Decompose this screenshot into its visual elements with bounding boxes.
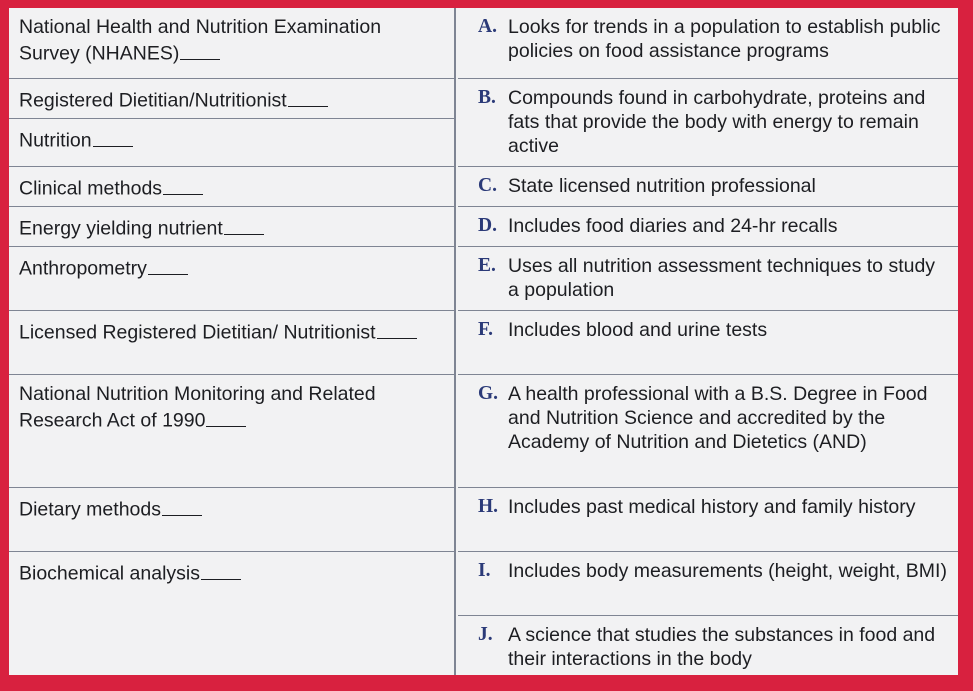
answer-blank[interactable] [377, 318, 417, 339]
answer-blank[interactable] [206, 406, 246, 427]
answer-blank[interactable] [163, 174, 203, 195]
definition-letter: H. [478, 496, 499, 517]
definition-text: Includes body measurements (height, weight, BMI) [508, 560, 947, 582]
definition-letter: I. [478, 560, 491, 581]
definition-text: A health professional with a B.S. Degree in Food and Nutrition Science and accredited by the Academy of Nutrition and Dietetics (AND) [508, 383, 928, 453]
term-label: Nutrition [19, 129, 92, 152]
definition-row [458, 552, 958, 616]
term-row [9, 375, 454, 488]
term-row [9, 119, 454, 167]
definition-text: State licensed nutrition professional [508, 175, 816, 197]
term-label: Clinical methods [19, 177, 163, 200]
term-row [9, 488, 454, 552]
term-label: National Nutrition Monitoring and Related Research Act of 1990 [19, 383, 376, 432]
definition-row [458, 311, 958, 375]
answer-blank[interactable] [148, 254, 188, 275]
definition-letter: B. [478, 87, 496, 108]
matching-table [9, 8, 958, 675]
answer-blank[interactable] [93, 126, 133, 147]
definition-letter: F. [478, 319, 493, 340]
definitions-column [458, 8, 958, 675]
definition-letter: J. [478, 624, 493, 645]
definition-text: Compounds found in carbohydrate, proteins and fats that provide the body with energy to remain active [508, 87, 926, 157]
term-label: Biochemical analysis [19, 562, 200, 585]
definition-row [458, 79, 958, 167]
definition-row [458, 616, 958, 675]
answer-blank[interactable] [162, 495, 202, 516]
term-row [9, 8, 454, 79]
definition-text: Looks for trends in a population to establish public policies on food assistance programs [508, 16, 941, 62]
term-label: Registered Dietitian/Nutritionist [19, 89, 287, 112]
terms-column [9, 8, 456, 675]
definition-row [458, 375, 958, 488]
answer-blank[interactable] [201, 559, 241, 580]
term-label: Dietary methods [19, 498, 161, 521]
term-row [9, 311, 454, 375]
definition-text: Uses all nutrition assessment techniques to study a population [508, 255, 936, 301]
definition-text: Includes past medical history and family history [508, 496, 916, 518]
definition-row [458, 207, 958, 247]
term-label: Energy yielding nutrient [19, 217, 223, 240]
term-row [9, 207, 454, 247]
answer-blank[interactable] [288, 86, 328, 107]
term-label: Anthropometry [19, 257, 147, 280]
definition-letter: G. [478, 383, 499, 404]
term-row [9, 167, 454, 207]
definition-text: A science that studies the substances in food and their interactions in the body [508, 624, 936, 670]
definition-row [458, 167, 958, 207]
definition-letter: A. [478, 16, 497, 37]
definition-letter: C. [478, 175, 497, 196]
definition-row [458, 8, 958, 79]
term-row [9, 552, 454, 675]
term-label: Licensed Registered Dietitian/ Nutritionist [19, 321, 376, 344]
definition-letter: D. [478, 215, 497, 236]
definition-text: Includes blood and urine tests [508, 319, 768, 341]
definition-text: Includes food diaries and 24-hr recalls [508, 215, 838, 237]
term-row [9, 79, 454, 119]
term-label: National Health and Nutrition Examination Survey (NHANES) [19, 16, 382, 65]
definition-letter: E. [478, 255, 496, 276]
answer-blank[interactable] [180, 39, 220, 60]
term-row [9, 247, 454, 311]
answer-blank[interactable] [224, 214, 264, 235]
definition-row [458, 247, 958, 311]
definition-row [458, 488, 958, 552]
